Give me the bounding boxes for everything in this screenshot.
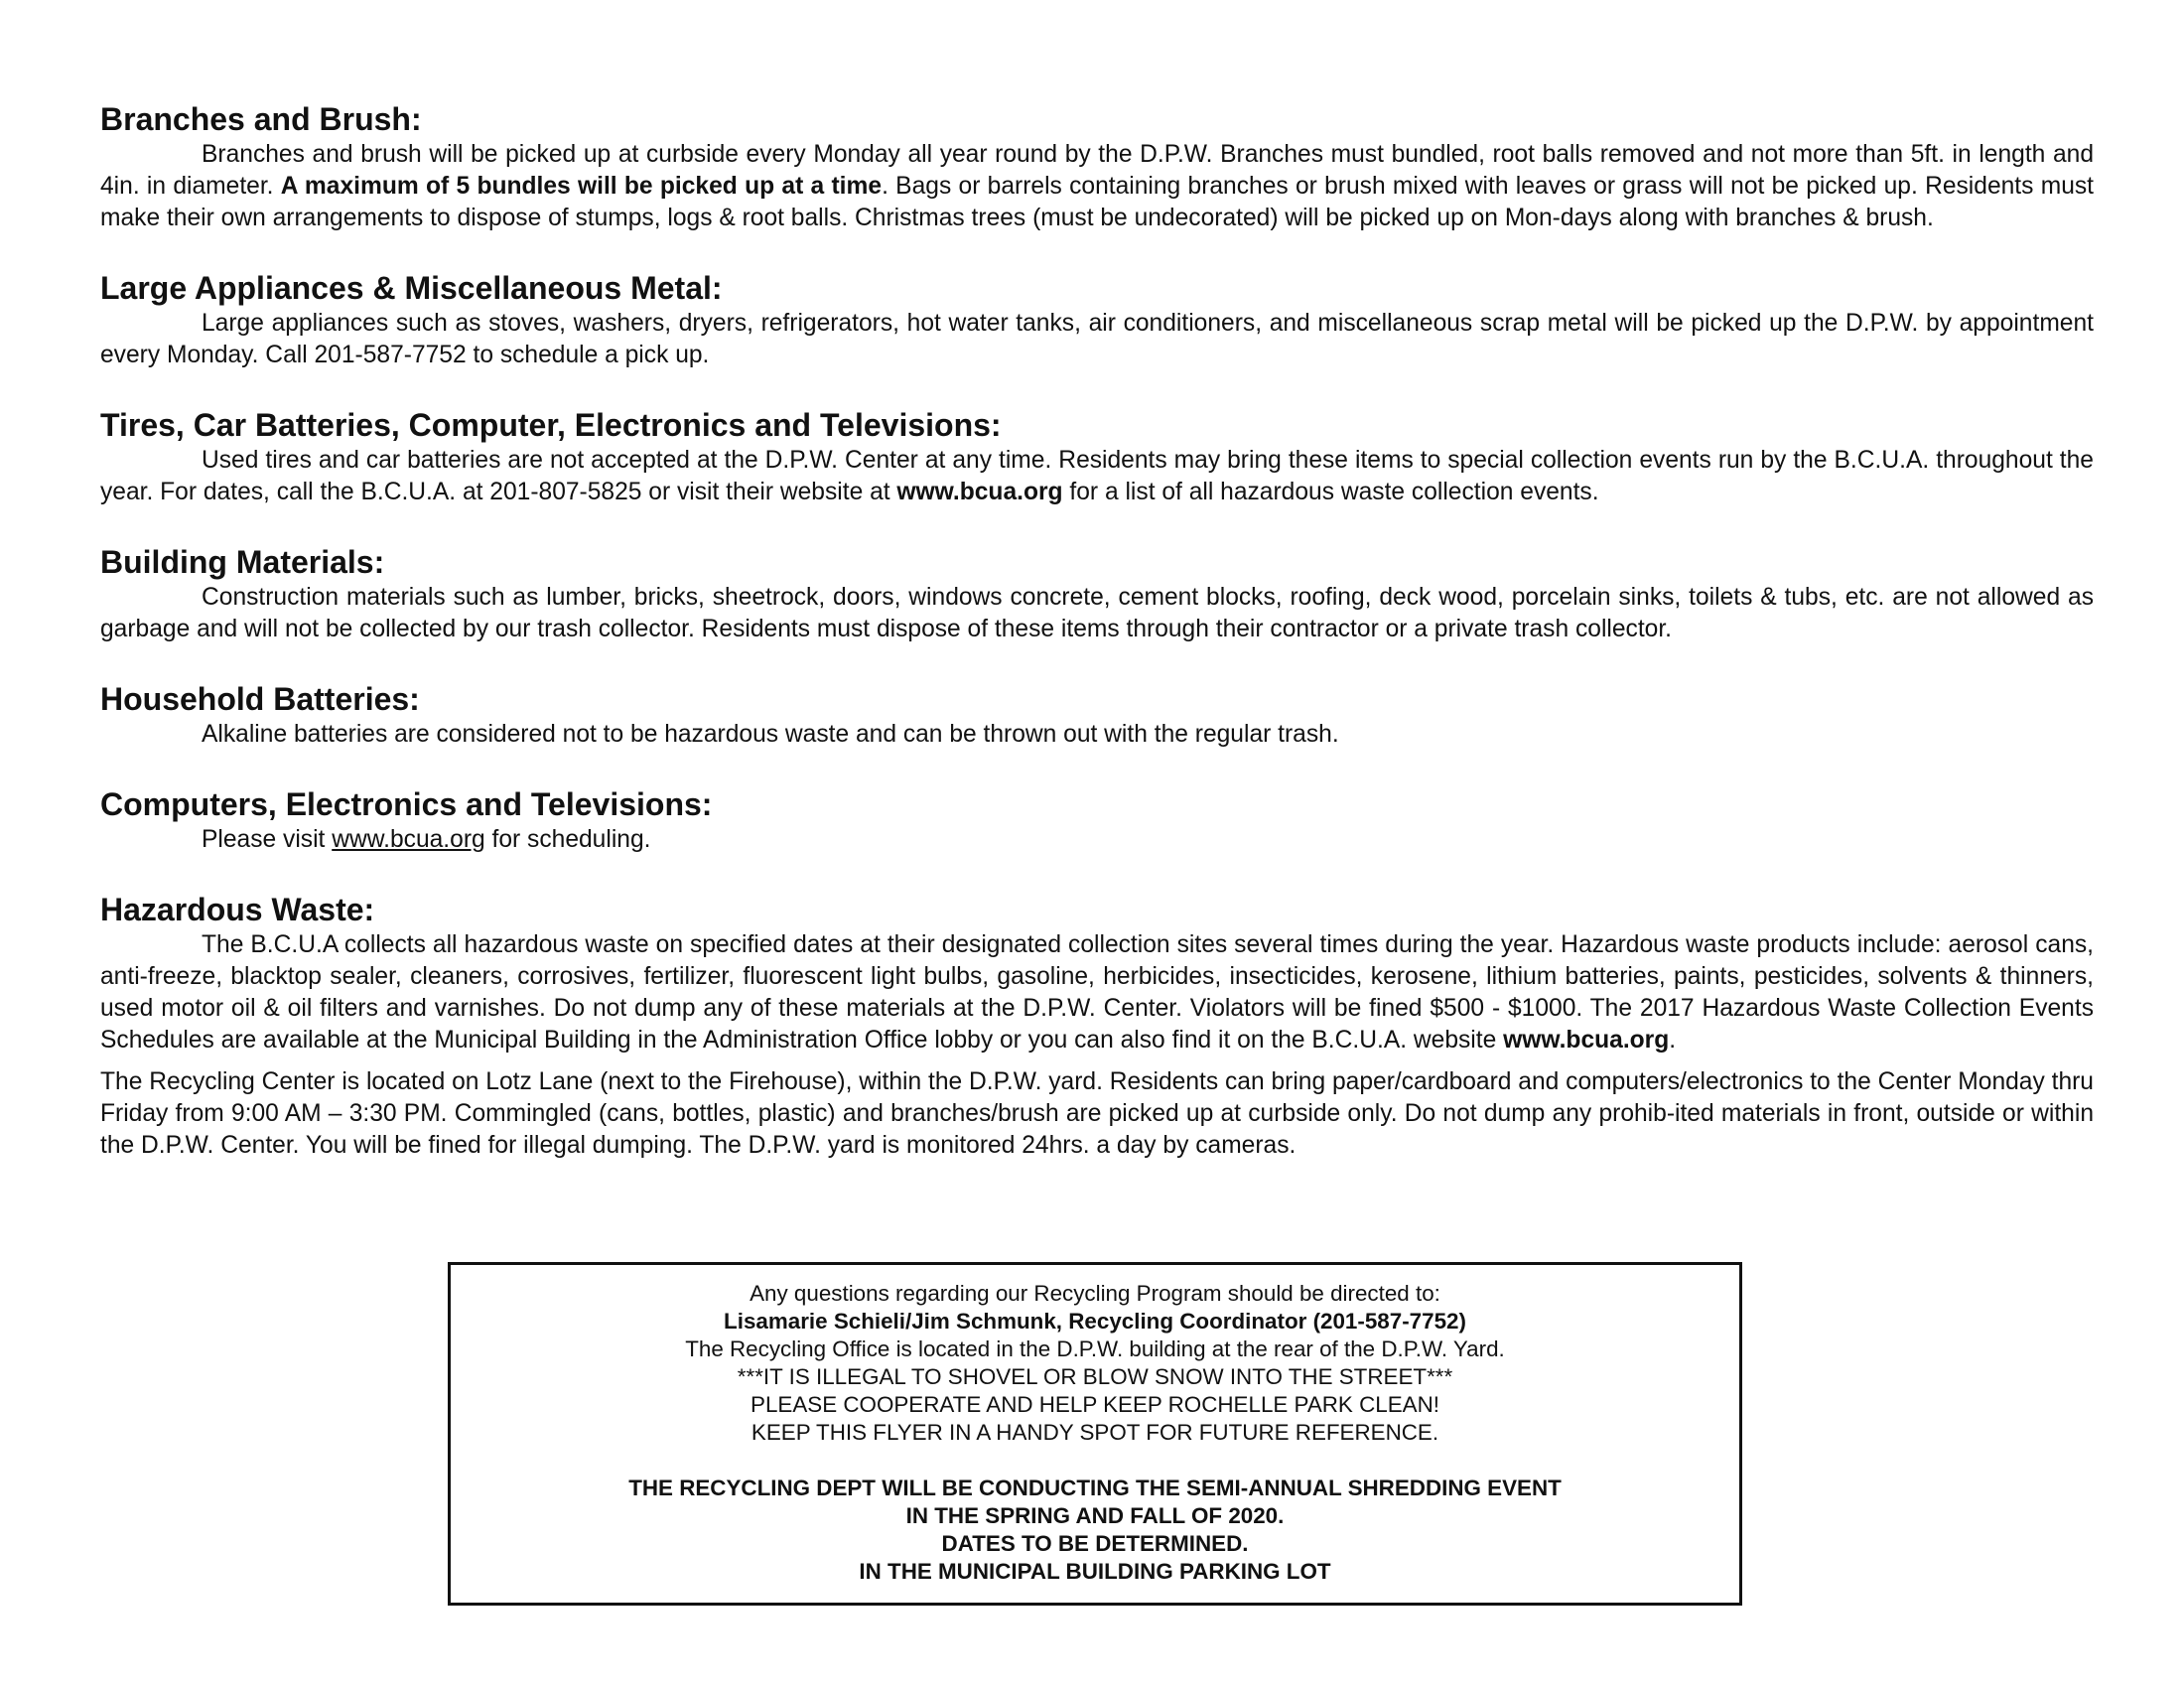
- coordinator-contact: Lisamarie Schieli/Jim Schmunk, Recycling Coordinator (201-587-7752): [724, 1309, 1466, 1334]
- section-heading: Large Appliances & Miscellaneous Metal:: [100, 270, 723, 306]
- notice-line: KEEP THIS FLYER IN A HANDY SPOT FOR FUTURE REFERENCE.: [751, 1420, 1439, 1445]
- shredding-event-line: IN THE MUNICIPAL BUILDING PARKING LOT: [859, 1559, 1331, 1584]
- section-large-appliances: [100, 268, 2094, 371]
- section-body: [100, 824, 2094, 856]
- notice-line: ***IT IS ILLEGAL TO SHOVEL OR BLOW SNOW INTO THE STREET***: [737, 1364, 1453, 1389]
- section-body: [100, 308, 2094, 371]
- section-heading: Computers, Electronics and Televisions:: [100, 786, 713, 822]
- body-text: Branches and brush will be picked up at curbside every Monday all year round by the D.P.W. Branches must bundled, root balls removed and not more than 5ft. in length and 4in. in diameter.: [100, 141, 2094, 200]
- section-body: [100, 139, 2094, 234]
- section-body: [100, 719, 2094, 751]
- body-text: . Bags or barrels containing branches or brush mixed with leaves or grass will not be picked up. Residents must make their own arrangements to dispose of stumps, logs & root balls. Christmas trees (must be undecorated) will be picked up on Mon-days along with branches & brush.: [100, 173, 2095, 231]
- notice-box: [448, 1262, 1742, 1606]
- body-text: The B.C.U.A collects all hazardous waste on specified dates at their designated collection sites several times during the year. Hazardous waste products include: aerosol cans, anti-freeze, blacktop sealer, cleaners, corrosives, fertilizer, fluorescent light bulbs, gasoline, herbicides, insecticides, kerosene, lithium batteries, paints, pesticides, solvents & thinners, used motor oil & oil filters and varnishes. Do not dump any of these materials at the D.P.W. Center. Violators will be fined $500 - $1000. The 2017 Hazardous Waste Collection Events Schedules are available at the Municipal Building in the Administration Office lobby or you can also find it on the B.C.U.A. website: [100, 931, 2094, 1054]
- document-page: [100, 99, 2094, 1162]
- shredding-event-line: IN THE SPRING AND FALL OF 2020.: [905, 1503, 1285, 1528]
- recycling-center-paragraph: The Recycling Center is located on Lotz Lane (next to the Firehouse), within the D.P.W. yard. Residents can bring paper/cardboard and computers/electronics to the Center Monday thru Friday from 9:00 AM – 3:30 PM. Commingled (cans, bottles, plastic) and branches/brush are picked up at curbside only. Do not dump any prohib-ited materials in front, outside or within the D.P.W. Center. You will be fined for illegal dumping. The D.P.W. yard is monitored 24hrs. a day by cameras.: [100, 1068, 2094, 1159]
- body-text: for scheduling.: [484, 826, 651, 853]
- section-heading: Household Batteries:: [100, 681, 420, 717]
- section-tires-batteries: [100, 405, 2094, 508]
- section-body: [100, 582, 2094, 645]
- section-computers-electronics: [100, 784, 2094, 856]
- section-building-materials: [100, 542, 2094, 645]
- shredding-event-line: DATES TO BE DETERMINED.: [941, 1531, 1249, 1556]
- body-text-bold: A maximum of 5 bundles will be picked up at a time: [280, 173, 883, 200]
- section-heading: Branches and Brush:: [100, 101, 422, 137]
- section-household-batteries: [100, 679, 2094, 751]
- bcua-website-text: www.bcua.org: [1503, 1027, 1670, 1054]
- body-text: Alkaline batteries are considered not to be hazardous waste and can be thrown out with the regular trash.: [202, 721, 1339, 748]
- bcua-link[interactable]: www.bcua.org: [332, 826, 485, 853]
- notice-line: PLEASE COOPERATE AND HELP KEEP ROCHELLE PARK CLEAN!: [751, 1392, 1439, 1417]
- body-text: Large appliances such as stoves, washers, dryers, refrigerators, hot water tanks, air conditioners, and miscellaneous scrap metal will be picked up the D.P.W. by appointment every Monday. Call 201-587-7752 to schedule a pick up.: [100, 310, 2094, 368]
- body-text: Used tires and car batteries are not accepted at the D.P.W. Center at any time. Residents may bring these items to special collection events run by the B.C.U.A. throughout the year. For dates, call the B.C.U.A. at 201-807-5825 or visit their website at: [100, 447, 2094, 505]
- body-text: for a list of all hazardous waste collection events.: [1062, 479, 1599, 505]
- section-heading: Building Materials:: [100, 544, 385, 580]
- section-hazardous-waste: [100, 890, 2094, 1056]
- shredding-event-line: THE RECYCLING DEPT WILL BE CONDUCTING THE SEMI-ANNUAL SHREDDING EVENT: [628, 1476, 1562, 1500]
- section-heading: Hazardous Waste:: [100, 892, 375, 927]
- section-branches-brush: [100, 99, 2094, 234]
- body-text: Construction materials such as lumber, bricks, sheetrock, doors, windows concrete, cement blocks, roofing, deck wood, porcelain sinks, toilets & tubs, etc. are not allowed as garbage and will not be collected by our trash collector. Residents must dispose of these items through their contractor or a private trash collector.: [100, 584, 2094, 642]
- body-text: Please visit: [202, 826, 333, 853]
- notice-line: The Recycling Office is located in the D.P.W. building at the rear of the D.P.W. Yard.: [685, 1336, 1505, 1361]
- notice-line: Any questions regarding our Recycling Program should be directed to:: [750, 1281, 1440, 1306]
- body-text: .: [1669, 1027, 1677, 1054]
- section-heading: Tires, Car Batteries, Computer, Electronics and Televisions:: [100, 407, 1002, 443]
- section-body: [100, 445, 2094, 508]
- bcua-website-text: www.bcua.org: [896, 479, 1063, 505]
- section-body: [100, 929, 2094, 1056]
